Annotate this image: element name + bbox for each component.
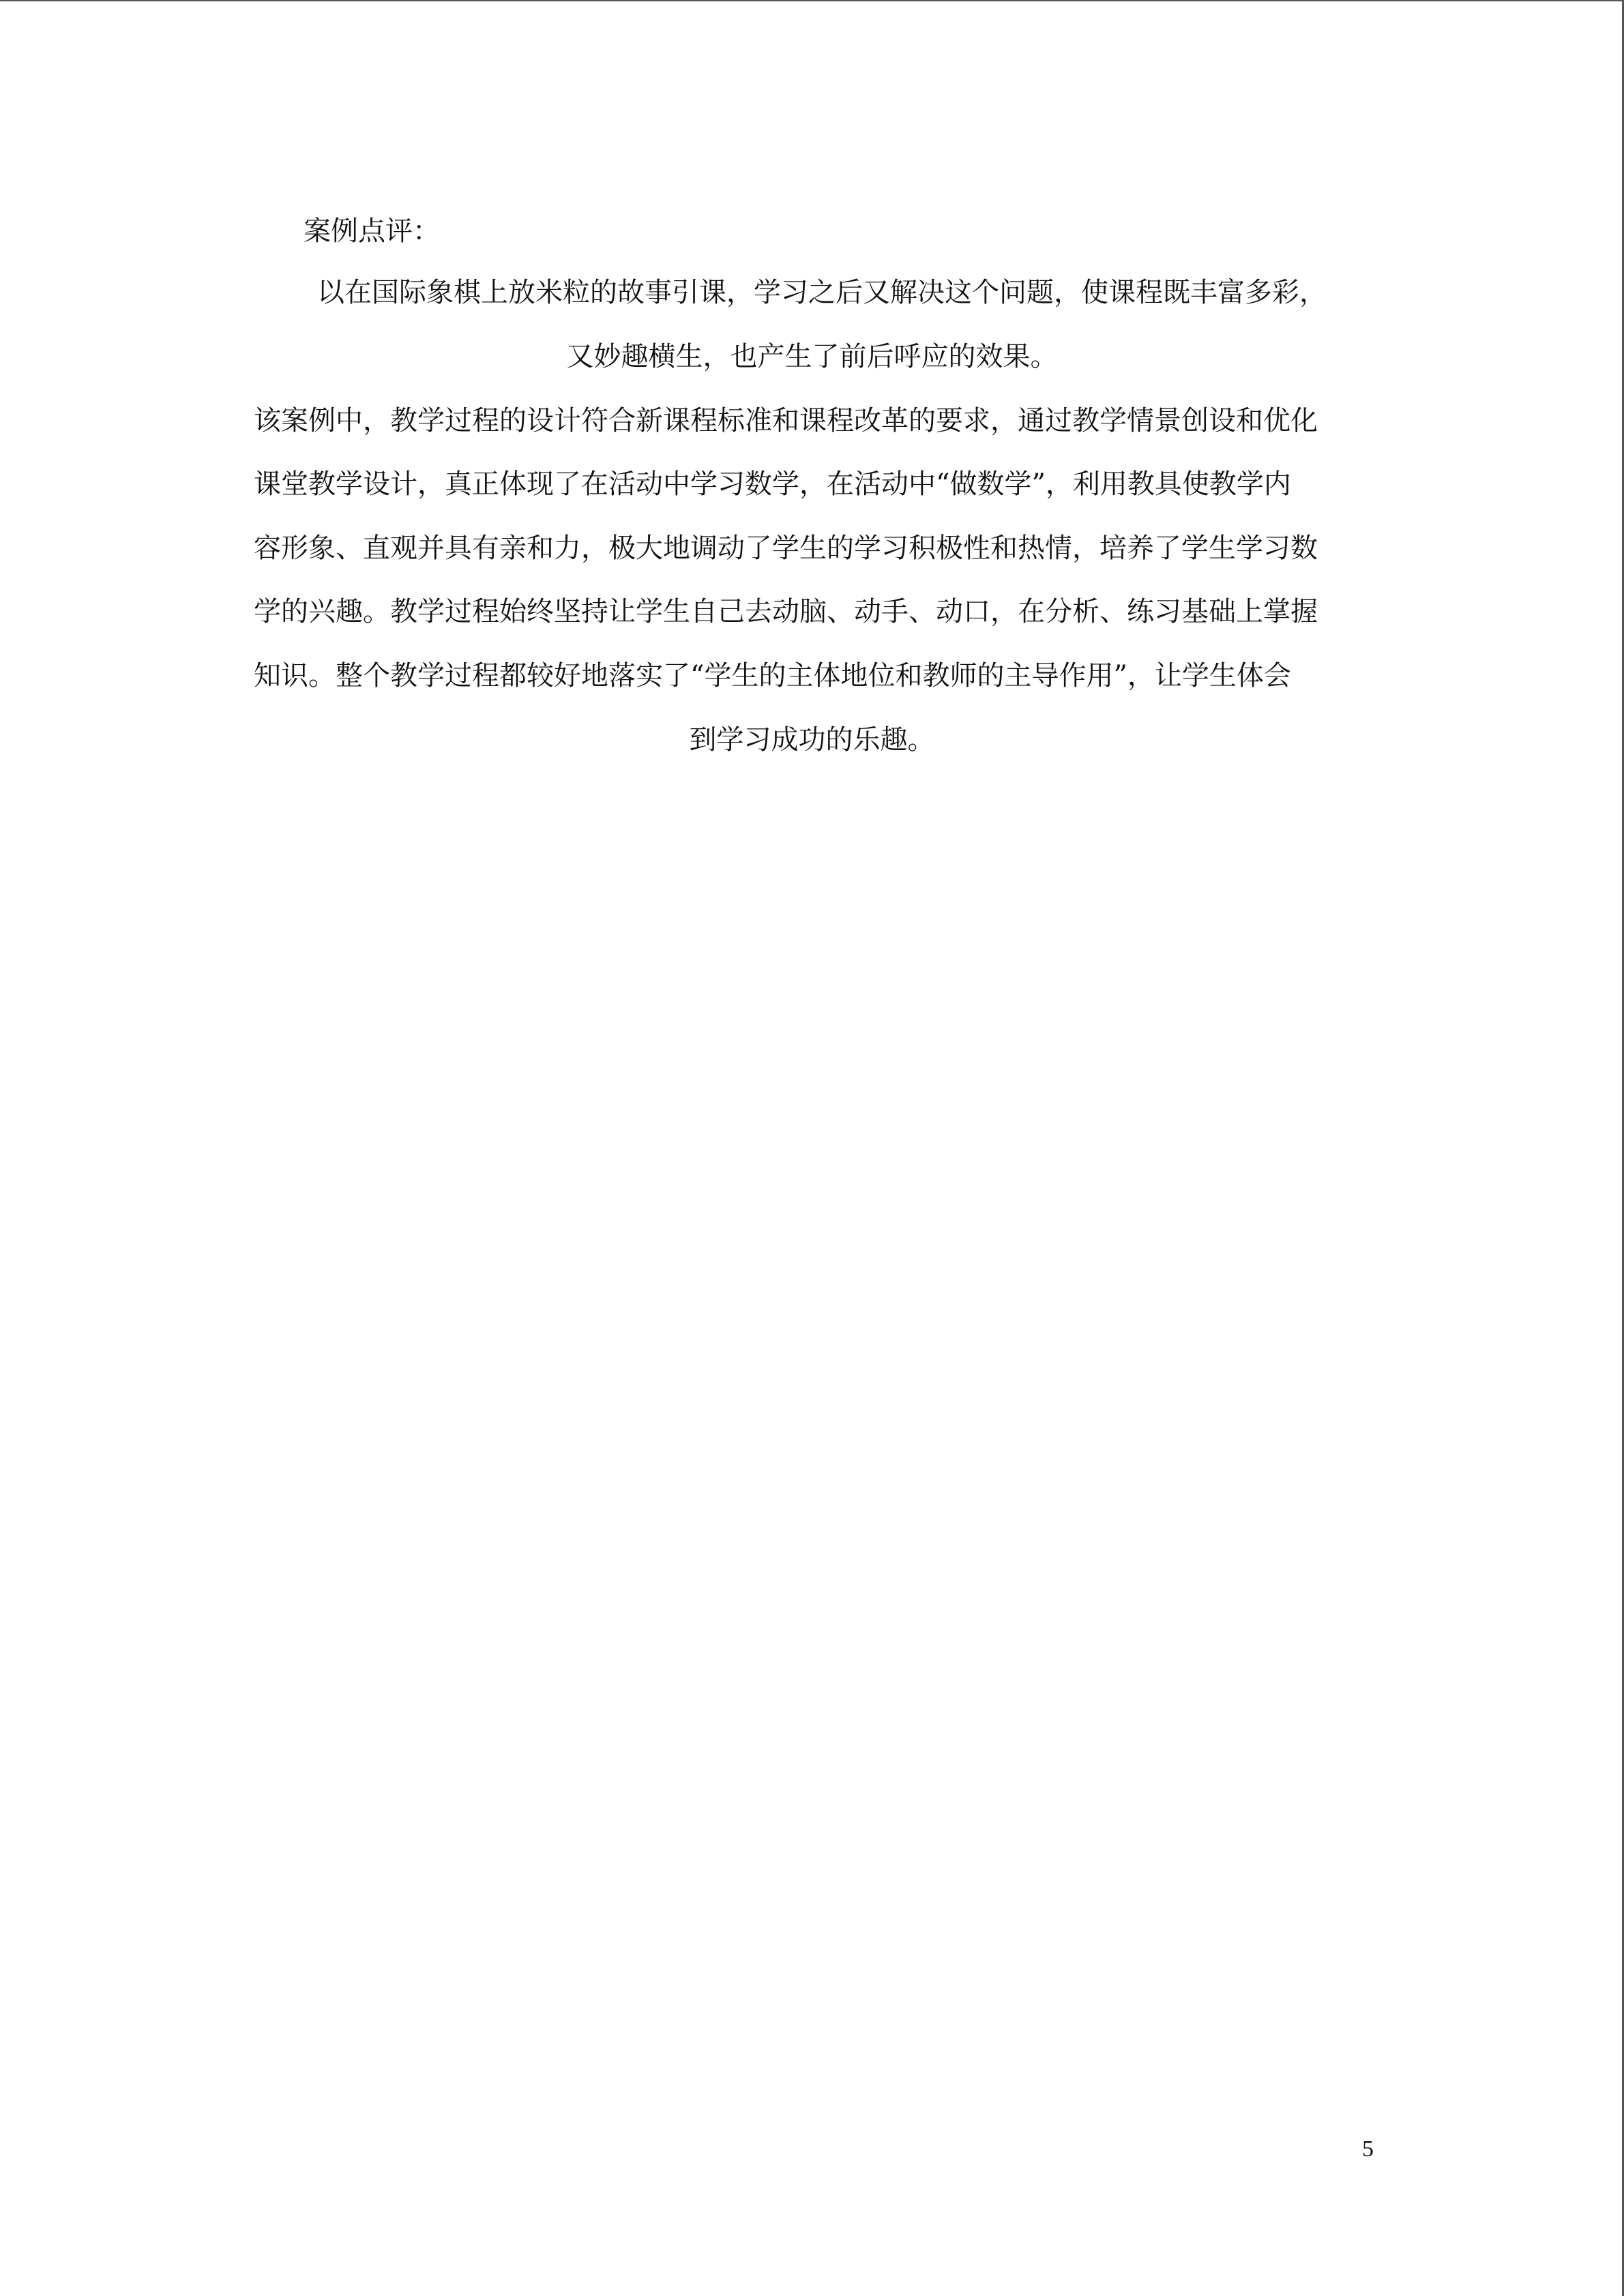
intro-line-2: 又妙趣横生，也产生了前后呼应的效果。 — [566, 341, 1058, 372]
body-line-6: 到学习成功的乐趣。 — [689, 724, 935, 756]
body-line-4: 学的兴趣。教学过程始终坚持让学生自己去动脑、动手、动口，在分析、练习基础上掌握 — [254, 596, 1318, 627]
body-line-5: 知识。整个教学过程都较好地落实了“学生的主体地位和教师的主导作用”，让学生体会 — [254, 660, 1291, 691]
review-heading: 案例点评： — [304, 215, 440, 247]
page-number: 5 — [1362, 2136, 1374, 2162]
body-line-1: 该案例中，教学过程的设计符合新课程标准和课程改革的要求，通过教学情景创设和优化 — [254, 405, 1318, 436]
body-line-2: 课堂教学设计，真正体现了在活动中学习数学，在活动中“做数学”，利用教具使教学内 — [254, 468, 1291, 500]
intro-line-1: 以在国际象棋上放米粒的故事引课，学习之后又解决这个问题，使课程既丰富多彩， — [317, 277, 1327, 308]
body-line-3: 容形象、直观并具有亲和力，极大地调动了学生的学习积极性和热情，培养了学生学习数 — [254, 533, 1318, 564]
